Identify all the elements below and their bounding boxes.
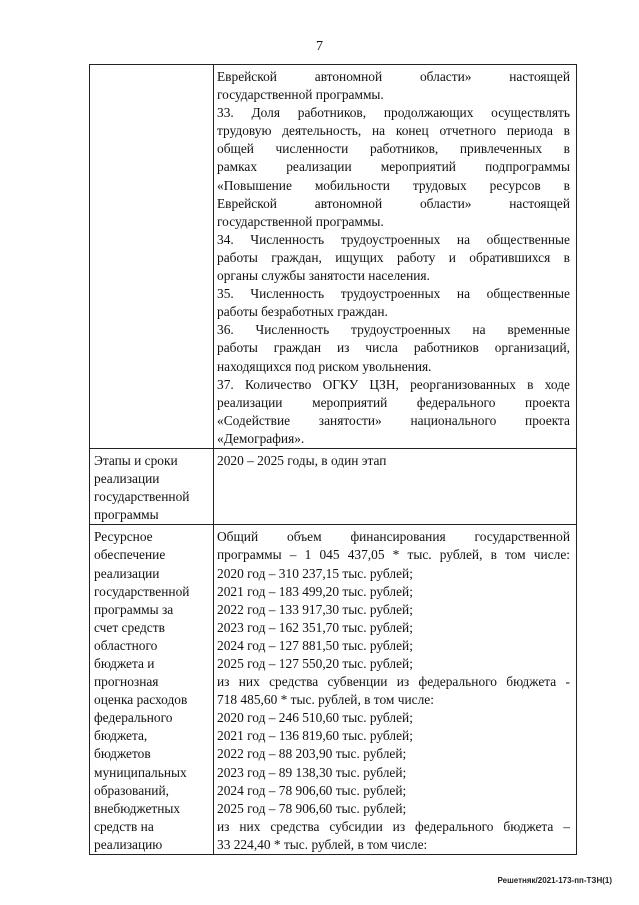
row-label-line: бюджета, (94, 728, 148, 744)
row-label-line: бюджетов (94, 746, 151, 762)
row-label-line: муниципальных (94, 764, 187, 780)
content-line: из них средства субвенции из федерального бюджета - (217, 674, 570, 690)
content-line: трудовую деятельность, на конец отчетного периода в (217, 123, 570, 139)
row-label-cell (90, 448, 214, 524)
table-row-stages (90, 448, 577, 524)
content-line: работы безработных граждан. (217, 304, 388, 320)
content-line: 2023 год – 162 351,70 тыс. рублей; (217, 619, 413, 635)
content-line: программы – 1 045 437,05 * тыс. рублей, в том числе: (217, 547, 570, 563)
content-line: 35. Численность трудоустроенных на общественные (217, 286, 570, 302)
content-line: 2024 год – 127 881,50 тыс. рублей; (217, 637, 413, 653)
row-label-cell (90, 65, 214, 449)
content-line: Еврейской автономной области» настоящей (217, 69, 570, 84)
content-line: государственной программы. (217, 87, 384, 103)
content-line: общей численности работников, привлеченных в (217, 141, 570, 157)
content-line: «Демография». (217, 430, 305, 446)
row-label-line: прогнозная (94, 674, 159, 690)
row-label-line: оценка расходов (94, 692, 188, 708)
content-line: реализации мероприятий федерального проекта (217, 394, 570, 410)
content-line: 2025 год – 78 906,60 тыс. рублей; (217, 800, 407, 816)
content-line: органы службы занятости населения. (217, 268, 430, 284)
row-label-line: реализации (94, 471, 160, 487)
content-line: работы граждан из числа работников организаций, (217, 340, 570, 356)
table-row-resources (90, 525, 577, 855)
content-line: 34. Численность трудоустроенных на общественные (217, 231, 570, 247)
row-label-line: программы (94, 507, 159, 523)
content-line: 37. Количество ОГКУ ЦЗН, реорганизованных в ходе (217, 376, 570, 392)
content-line: 2025 год – 127 550,20 тыс. рублей; (217, 656, 413, 671)
content-line: 718 485,60 * тыс. рублей, в том числе: (217, 692, 434, 708)
content-line: «Содействие занятости» национального проекта (217, 412, 570, 428)
row-label-line: реализации (94, 565, 160, 581)
document-reference-footer: Решетняк/2021-173-пп-ТЗН(1) (497, 876, 612, 885)
content-line: 2024 год – 78 906,60 тыс. рублей; (217, 782, 407, 798)
row-label-line: счет средств (94, 619, 165, 635)
row-label-line: областного (94, 637, 158, 653)
table-row-indicators-continued (90, 65, 577, 449)
row-content-cell (214, 525, 577, 855)
row-label-line: образований, (94, 782, 169, 798)
content-line: 2022 год – 88 203,90 тыс. рублей; (217, 746, 407, 762)
content-line: 33 224,40 * тыс. рублей, в том числе: (217, 836, 428, 852)
content-line: 36. Численность трудоустроенных на временные (217, 322, 570, 338)
content-line: Общий объем финансирования государственной (217, 529, 570, 545)
content-line: 33. Доля работников, продолжающих осуществлять (217, 105, 570, 121)
row-label-line: реализацию (94, 836, 163, 852)
row-label-line: бюджета и (94, 656, 155, 671)
row-content-cell (214, 65, 577, 449)
content-line: государственной программы. (217, 213, 384, 229)
row-label-line: средств на (94, 818, 154, 834)
content-line: 2021 год – 136 819,60 тыс. рублей; (217, 728, 413, 744)
row-label-line: федерального (94, 710, 173, 726)
program-passport-table (89, 64, 577, 855)
content-line: 2022 год – 133 917,30 тыс. рублей; (217, 601, 413, 617)
content-line: 2020 – 2025 годы, в один этап (217, 452, 387, 468)
content-line: 2021 год – 183 499,20 тыс. рублей; (217, 583, 413, 599)
content-line: работы граждан, ищущих работу и обратившихся в (217, 249, 570, 265)
content-line: из них средства субсидии из федерального бюджета – (217, 818, 570, 834)
content-line: 2023 год – 89 138,30 тыс. рублей; (217, 764, 407, 780)
content-line: Еврейской автономной области» настоящей (217, 195, 570, 211)
row-label-line: Ресурсное (94, 529, 153, 545)
content-line: «Повышение мобильности трудовых ресурсов в (217, 177, 570, 193)
content-line: 2020 год – 310 237,15 тыс. рублей; (217, 565, 413, 581)
row-label-line: государственной (94, 489, 190, 505)
page-number: 7 (316, 39, 323, 54)
row-label-line: обеспечение (94, 547, 166, 563)
content-line: рамках реализации мероприятий подпрограммы (217, 159, 570, 175)
row-label-line: внебюджетных (94, 800, 181, 816)
row-label-cell (90, 525, 214, 855)
row-label-line: государственной (94, 583, 190, 599)
content-line: находящихся под риском увольнения. (217, 358, 432, 374)
row-content-cell (214, 448, 577, 524)
row-label-line: программы за (94, 601, 174, 617)
row-label-line: Этапы и сроки (94, 452, 178, 468)
content-line: 2020 год – 246 510,60 тыс. рублей; (217, 710, 413, 726)
